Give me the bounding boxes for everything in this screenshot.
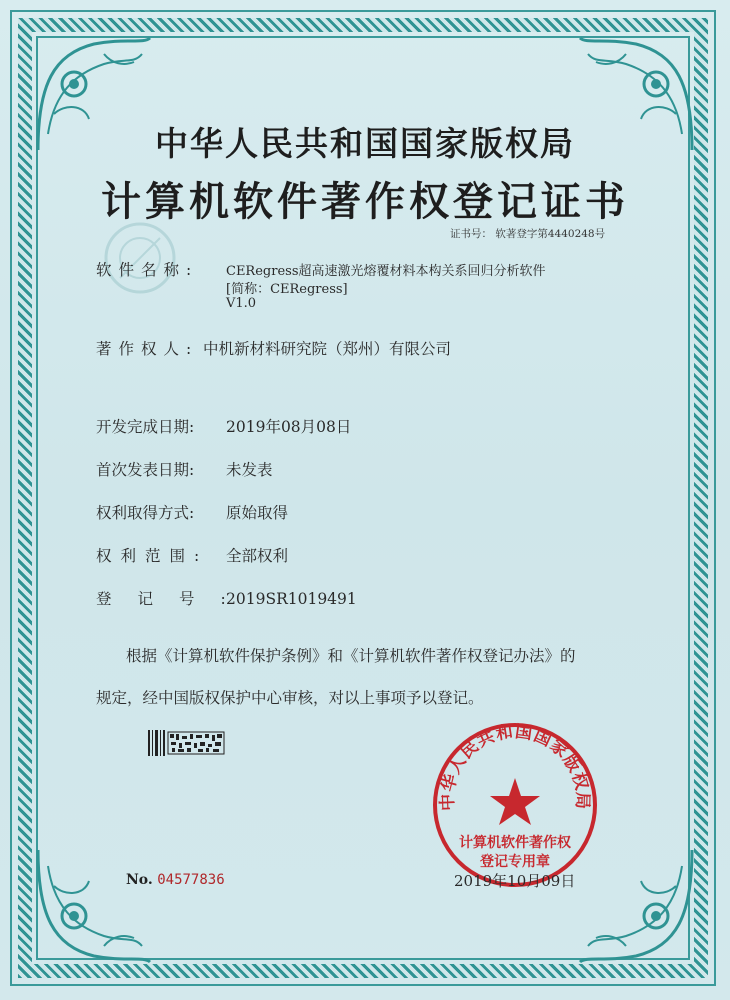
registration-number-label: 登记号: <box>96 590 252 608</box>
acquire-method-value: 原始取得 <box>226 504 289 522</box>
field-acquire-method <box>96 501 288 523</box>
rights-scope-value: 全部权利 <box>226 547 289 565</box>
field-first-publish <box>96 458 273 480</box>
field-owner <box>96 337 451 359</box>
rights-scope-label: 权利范围: <box>96 547 209 565</box>
statement-line-1: 根据《计算机软件保护条例》和《计算机软件著作权登记办法》的 <box>126 647 576 665</box>
owner-value: 中机新材料研究院（郑州）有限公司 <box>203 340 452 358</box>
field-software-name <box>96 258 546 280</box>
field-registration-number <box>96 587 357 609</box>
registration-number-value: 2019SR1019491 <box>226 590 357 608</box>
software-name-label: 软件名称: <box>96 261 199 279</box>
certificate-number <box>450 226 605 241</box>
field-rights-scope <box>96 544 288 566</box>
owner-label: 著作权人: <box>96 340 199 358</box>
certificate-number-value: 软著登字第4440248号 <box>495 228 606 240</box>
dev-date-label: 开发完成日期: <box>96 418 195 436</box>
field-dev-date <box>96 415 351 437</box>
statement-line-2: 规定，经中国版权保护中心审核，对以上事项予以登记。 <box>96 689 484 707</box>
certificate-number-label: 证书号： <box>450 228 492 240</box>
corner-ornament-icon <box>34 846 154 966</box>
first-publish-label: 首次发表日期: <box>96 461 195 479</box>
serial-value: 04577836 <box>157 872 225 888</box>
seal-line-1: 计算机软件著作权 <box>459 835 571 851</box>
serial-number <box>126 872 225 888</box>
certificate-title: 计算机软件著作权登记证书 <box>101 178 629 225</box>
dev-date-value: 2019年08月08日 <box>226 418 352 436</box>
issuer-title: 中华人民共和国国家版权局 <box>155 124 575 163</box>
first-publish-value: 未发表 <box>226 461 273 479</box>
svg-text:中华人民共和国国家版权局: 中华人民共和国国家版权局 <box>437 721 593 812</box>
software-short-name: [简称：CERegress] <box>226 282 348 297</box>
seal-line-2: 登记专用章 <box>480 854 550 870</box>
software-name-value: CERegress超高速激光熔覆材料本构关系回归分析软件 <box>226 264 546 279</box>
software-version: V1.0 <box>226 296 257 311</box>
issue-date: 2019年10月09日 <box>454 872 576 890</box>
serial-label: No. <box>126 872 153 888</box>
acquire-method-label: 权利取得方式: <box>96 504 195 522</box>
barcode-icon <box>148 730 228 756</box>
